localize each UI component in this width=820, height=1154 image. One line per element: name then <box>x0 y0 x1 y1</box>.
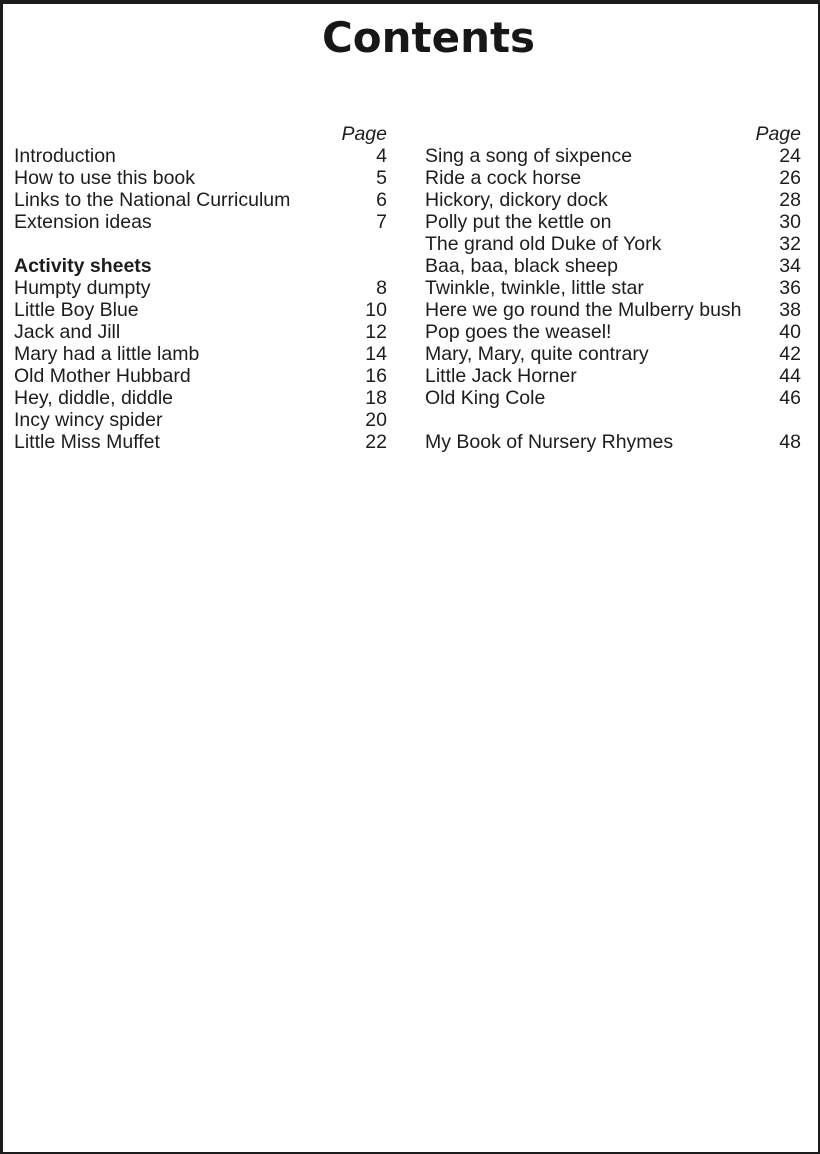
toc-entry-title: Here we go round the Mulberry bush <box>425 299 742 321</box>
toc-entry-page-number: 42 <box>779 343 801 365</box>
toc-row <box>425 321 801 343</box>
toc-row <box>14 211 387 233</box>
toc-entry-title: Activity sheets <box>14 255 152 277</box>
toc-row <box>14 365 387 387</box>
toc-row <box>14 277 387 299</box>
toc-row <box>14 387 387 409</box>
toc-entry-page-number: 10 <box>365 299 387 321</box>
toc-row <box>425 233 801 255</box>
toc-entry-page-number <box>379 255 387 277</box>
toc-entry-title: Baa, baa, black sheep <box>425 255 618 277</box>
toc-entry-title: Little Miss Muffet <box>14 431 160 453</box>
toc-row <box>14 189 387 211</box>
toc-row <box>14 255 387 277</box>
page-column-header: Page <box>341 123 387 145</box>
toc-row <box>14 145 387 167</box>
toc-entry-page-number: 4 <box>376 145 387 167</box>
toc-row <box>425 255 801 277</box>
toc-entry-page-number: 14 <box>365 343 387 365</box>
toc-entry-title: Humpty dumpty <box>14 277 151 299</box>
toc-entry-title: The grand old Duke of York <box>425 233 662 255</box>
toc-entry-page-number: 8 <box>376 277 387 299</box>
toc-entry-page-number: 44 <box>779 365 801 387</box>
toc-entry-page-number: 24 <box>779 145 801 167</box>
toc-row <box>425 343 801 365</box>
toc-entry-title: Twinkle, twinkle, little star <box>425 277 644 299</box>
toc-entry-page-number: 32 <box>779 233 801 255</box>
toc-list-left <box>14 145 387 453</box>
toc-row <box>14 343 387 365</box>
toc-spacer-row <box>14 233 387 255</box>
toc-row <box>425 145 801 167</box>
toc-entry-title: Old King Cole <box>425 387 546 409</box>
toc-entry-page-number: 38 <box>779 299 801 321</box>
toc-entry-page-number: 40 <box>779 321 801 343</box>
toc-row <box>14 167 387 189</box>
toc-entry-title: Old Mother Hubbard <box>14 365 191 387</box>
page-column-header: Page <box>755 123 801 145</box>
toc-row <box>14 431 387 453</box>
toc-entry-title: Incy wincy spider <box>14 409 163 431</box>
toc-entry-title: Mary, Mary, quite contrary <box>425 343 649 365</box>
toc-entry-page-number: 22 <box>365 431 387 453</box>
toc-row <box>14 299 387 321</box>
toc-row <box>425 167 801 189</box>
toc-entry-page-number: 46 <box>779 387 801 409</box>
toc-entry-title: Extension ideas <box>14 211 152 233</box>
toc-entry-page-number: 36 <box>779 277 801 299</box>
toc-row <box>14 409 387 431</box>
toc-entry-title: Links to the National Curriculum <box>14 189 291 211</box>
toc-entry-title: Little Boy Blue <box>14 299 139 321</box>
toc-entry-title: Hickory, dickory dock <box>425 189 608 211</box>
toc-entry-title: Little Jack Horner <box>425 365 577 387</box>
toc-entry-page-number: 20 <box>365 409 387 431</box>
toc-column-left <box>14 123 387 453</box>
toc-entry-title: My Book of Nursery Rhymes <box>425 431 674 453</box>
toc-entry-page-number: 7 <box>376 211 387 233</box>
toc-entry-page-number: 18 <box>365 387 387 409</box>
toc-entry-title: Introduction <box>14 145 116 167</box>
toc-entry-page-number: 16 <box>365 365 387 387</box>
toc-row <box>425 387 801 409</box>
toc-entry-page-number: 30 <box>779 211 801 233</box>
toc-entry-title: Mary had a little lamb <box>14 343 200 365</box>
toc-row <box>14 321 387 343</box>
toc-entry-title: Sing a song of sixpence <box>425 145 633 167</box>
toc-entry-page-number: 48 <box>779 431 801 453</box>
toc-row <box>425 277 801 299</box>
toc-row <box>425 299 801 321</box>
toc-row <box>425 431 801 453</box>
toc-row <box>425 189 801 211</box>
toc-entry-title: Jack and Jill <box>14 321 121 343</box>
toc-entry-title: Ride a cock horse <box>425 167 582 189</box>
toc-entry-page-number: 6 <box>376 189 387 211</box>
toc-entry-title: Pop goes the weasel! <box>425 321 612 343</box>
toc-entry-page-number: 28 <box>779 189 801 211</box>
toc-row <box>425 365 801 387</box>
toc-entry-page-number: 12 <box>365 321 387 343</box>
toc-entry-page-number: 26 <box>779 167 801 189</box>
toc-spacer-row <box>425 409 801 431</box>
toc-entry-title: Polly put the kettle on <box>425 211 612 233</box>
toc-entry-page-number: 5 <box>376 167 387 189</box>
toc-entry-title: How to use this book <box>14 167 196 189</box>
toc-column-right <box>425 123 801 453</box>
toc-list-right <box>425 145 801 453</box>
toc-entry-title: Hey, diddle, diddle <box>14 387 173 409</box>
toc-entry-page-number: 34 <box>779 255 801 277</box>
page-title: Contents <box>321 13 536 62</box>
toc-row <box>425 211 801 233</box>
